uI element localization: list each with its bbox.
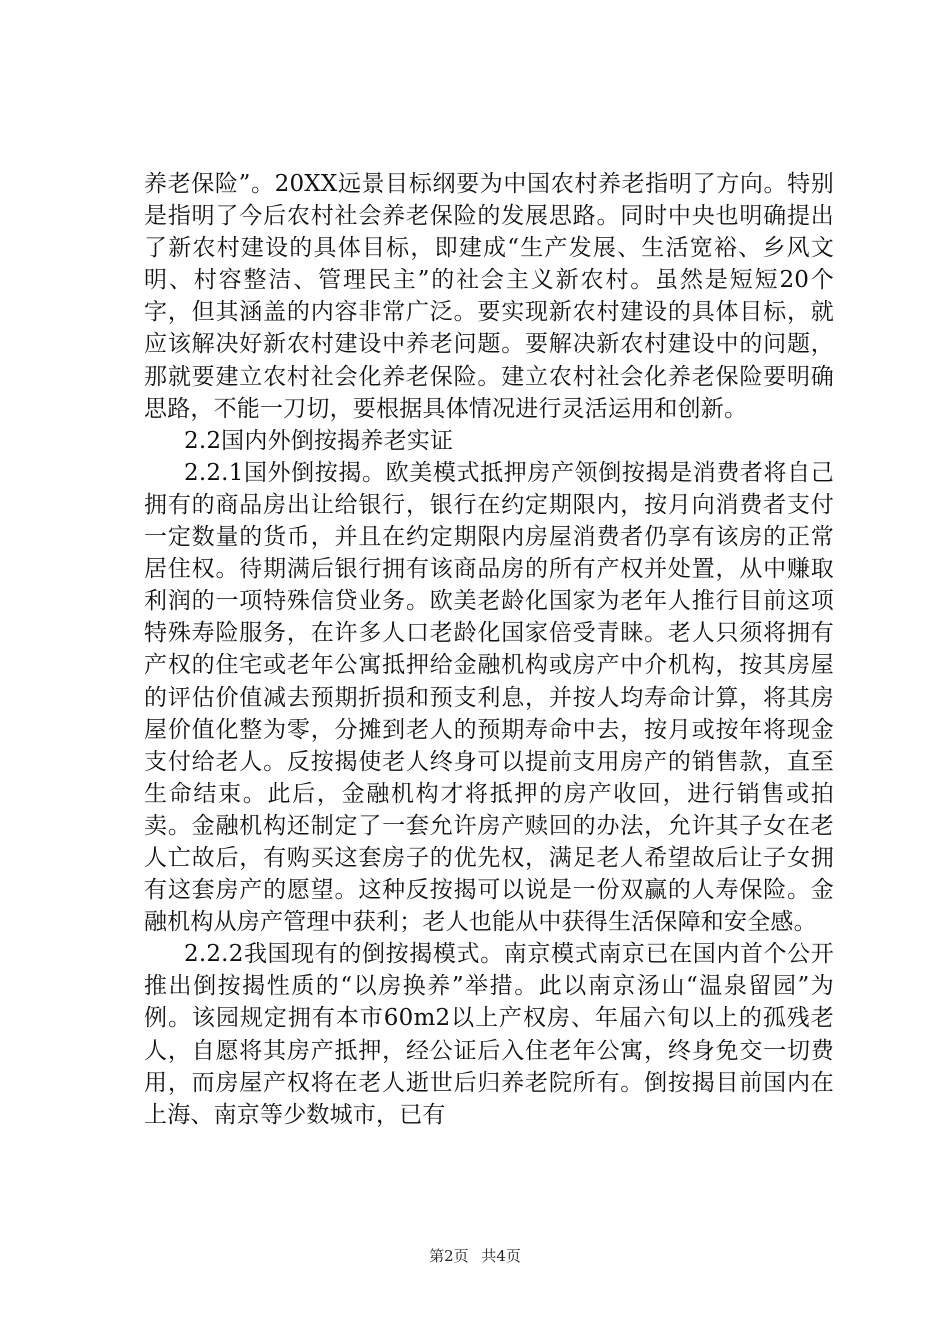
page-total: 共4页 <box>481 1247 521 1265</box>
document-body <box>144 168 834 1131</box>
paragraph-rural-pension: 养老保险”。20XX远景目标纲要为中国农村养老指明了方向。特别是指明了今后农村社会养老保险的发展思路。同时中央也明确提出了新农村建设的具体目标，即建成“生产发展、生活宽裕、乡风文明、村容整洁、管理民主”的社会主义新农村。虽然是短短20个字，但其涵盖的内容非常广泛。要实现新农村建设的具体目标，就应该解决好新农村建设中养老问题。要解决新农村建设中的问题，那就要建立农村社会化养老保险。建立农村社会化养老保险要明确思路，不能一刀切，要根据具体情况进行灵活运用和创新。 <box>144 171 834 422</box>
paragraph-foreign-reverse-mortgage: 2.2.1国外倒按揭。欧美模式抵押房产领倒按揭是消费者将自己拥有的商品房出让给银行，银行在约定期限内，按月向消费者支付一定数量的货币，并且在约定期限内房屋消费者仍享有该房的正常居住权。待期满后银行拥有该商品房的所有产权并处置，从中赚取利润的一项特殊信贷业务。欧美老龄化国家为老年人推行目前这项特殊寿险服务，在许多人口老龄化国家倍受青睐。老人只须将拥有产权的住宅或老年公寓抵押给金融机构或房产中介机构，按其房屋的评估价值减去预期折损和预支利息，并按人均寿命计算，将其房屋价值化整为零，分摊到老人的预期寿命中去，按月或按年将现金支付给老人。反按揭使老人终身可以提前支用房产的销售款，直至生命结束。此后，金融机构才将抵押的房产收回，进行销售或拍卖。金融机构还制定了一套允许房产赎回的办法，允许其子女在老人亡故后，有购买这套房子的优先权，满足老人希望故后让子女拥有这套房产的愿望。这种反按揭可以说是一份双赢的人寿保险。金融机构从房产管理中获利；老人也能从中获得生活保障和安全感。 <box>144 459 834 936</box>
page-number: 第2页 <box>429 1247 469 1265</box>
page-footer <box>0 1245 950 1266</box>
section-heading-2-2: 2.2国内外倒按揭养老实证 <box>184 427 454 454</box>
paragraph-domestic-reverse-mortgage: 2.2.2我国现有的倒按揭模式。南京模式南京已在国内首个公开推出倒按揭性质的“以房换养”举措。此以南京汤山“温泉留园”为例。该园规定拥有本市60m2以上产权房、年届六旬以上的孤残老人，自愿将其房产抵押，经公证后入住老年公寓，终身免交一切费用，而房屋产权将在老人逝世后归养老院所有。倒按揭目前国内在上海、南京等少数城市，已有 <box>144 941 834 1128</box>
